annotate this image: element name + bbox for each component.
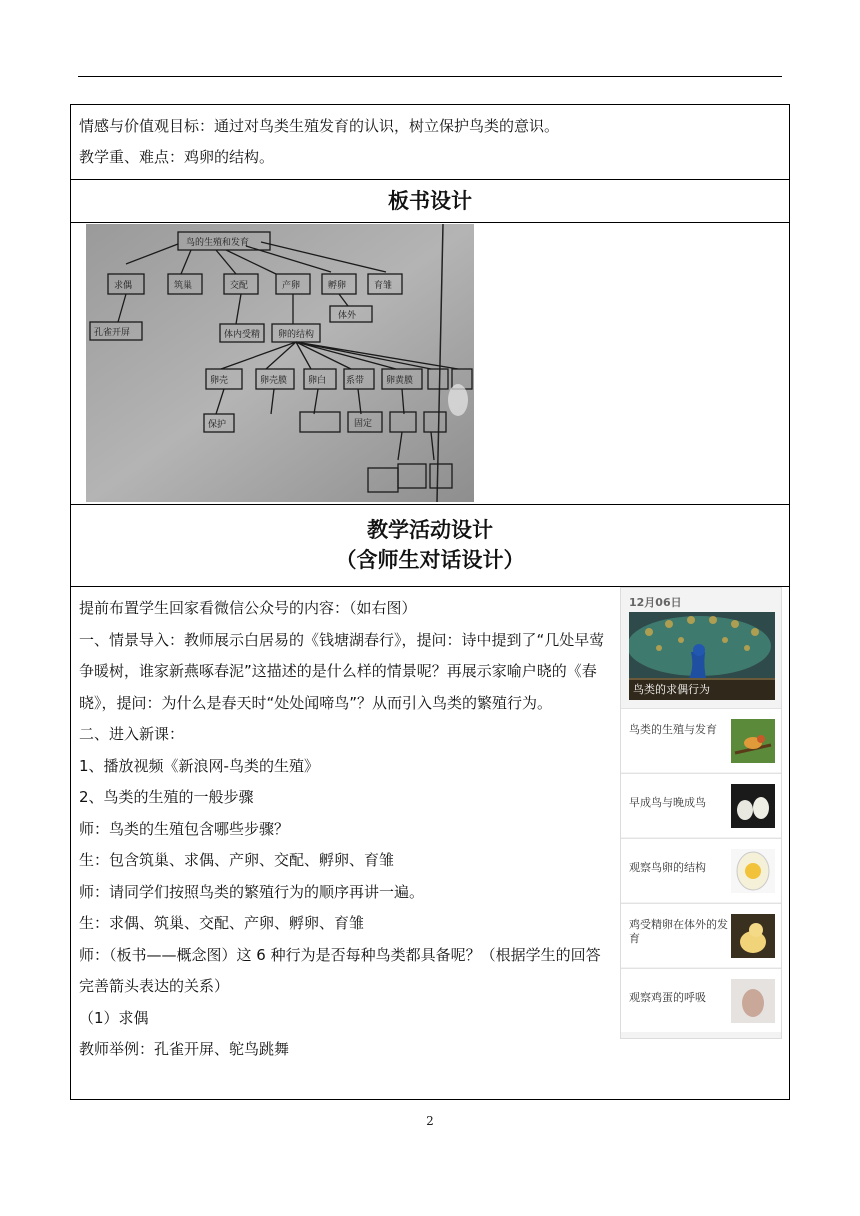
svg-text:固定: 固定 bbox=[354, 419, 373, 429]
wechat-date: 12月06日 bbox=[629, 596, 682, 609]
page-number: 2 bbox=[426, 1114, 434, 1128]
svg-text:卵的结构: 卵的结构 bbox=[278, 330, 315, 340]
activity-text bbox=[79, 593, 615, 1066]
paragraph: 一、情景导入：教师展示白居易的《钱塘湖春行》，提问：诗中提到了“几处早莺争暖树，谁家新燕啄春泥”这描述的是什么样的情景呢？再展示家喻户晓的《春晓》，提问：为什么是春天时“处处闻啼鸟”？从而引入鸟类的繁殖行为。 bbox=[79, 630, 605, 712]
paragraph: 师：请同学们按照鸟类的繁殖行为的顺序再讲一遍。 bbox=[79, 882, 425, 901]
wechat-article-item[interactable] bbox=[621, 708, 781, 772]
svg-text:交配: 交配 bbox=[230, 281, 249, 291]
svg-text:孵卵: 孵卵 bbox=[328, 281, 347, 291]
paragraph: 生：求偶、筑巢、交配、产卵、孵卵、育雏 bbox=[79, 914, 365, 932]
wechat-cover-title: 鸟类的求偶行为 bbox=[629, 680, 775, 700]
paragraph: 师：（板书——概念图）这 6 种行为是否每种鸟类都具备呢？（根据学生的回答完善箭头表达的关系） bbox=[79, 945, 601, 995]
svg-text:产卵: 产卵 bbox=[282, 281, 301, 291]
svg-text:体外: 体外 bbox=[338, 311, 357, 321]
svg-text:鸟的生殖和发育: 鸟的生殖和发育 bbox=[186, 238, 250, 248]
svg-text:筑巢: 筑巢 bbox=[174, 281, 193, 291]
svg-text:卵白: 卵白 bbox=[308, 376, 327, 386]
egg-icon bbox=[731, 979, 775, 1023]
svg-text:卵壳: 卵壳 bbox=[210, 376, 229, 386]
wechat-article-item[interactable] bbox=[621, 838, 781, 902]
paragraph: （1）求偶 bbox=[79, 1008, 149, 1027]
article-title: 观察鸡蛋的呼吸 bbox=[629, 991, 706, 1004]
paragraph: 师：鸟类的生殖包含哪些步骤？ bbox=[79, 819, 290, 838]
svg-text:孔雀开屏: 孔雀开屏 bbox=[94, 328, 131, 338]
wechat-article-item[interactable] bbox=[621, 773, 781, 837]
board-design-cell bbox=[71, 223, 790, 505]
article-title: 鸡受精卵在体外的发育 bbox=[629, 918, 728, 945]
concept-map-photo bbox=[86, 224, 474, 502]
chick-icon bbox=[731, 914, 775, 958]
svg-text:保护: 保护 bbox=[208, 420, 227, 430]
svg-text:求偶: 求偶 bbox=[114, 281, 133, 291]
paragraph: 生：包含筑巢、求偶、产卵、交配、孵卵、育雏 bbox=[79, 851, 395, 869]
affective-goal: 情感与价值观目标：通过对鸟类生殖发育的认识，树立保护鸟类的意识。 bbox=[79, 117, 560, 135]
paragraph: 二、进入新课： bbox=[79, 725, 185, 743]
svg-text:体内受精: 体内受精 bbox=[224, 330, 261, 340]
key-points: 教学重、难点：鸡卵的结构。 bbox=[79, 148, 275, 166]
board-design-heading: 板书设计 bbox=[71, 180, 790, 223]
paragraph: 2、鸟类的生殖的一般步骤 bbox=[79, 788, 254, 806]
svg-text:卵壳膜: 卵壳膜 bbox=[260, 376, 288, 386]
article-title: 鸟类的生殖与发育 bbox=[629, 723, 717, 736]
article-title: 观察鸟卵的结构 bbox=[629, 861, 706, 874]
activity-heading-line2: （含师生对话设计） bbox=[335, 548, 525, 572]
chicks-icon bbox=[731, 784, 775, 828]
header-rule bbox=[78, 76, 782, 77]
paragraph: 教师举例：孔雀开屏、鸵鸟跳舞 bbox=[79, 1040, 290, 1058]
svg-text:系带: 系带 bbox=[346, 376, 365, 386]
paragraph: 1、播放视频《新浪网-鸟类的生殖》 bbox=[79, 756, 319, 775]
bird-on-branch-icon bbox=[731, 719, 775, 763]
svg-text:育雏: 育雏 bbox=[374, 281, 393, 291]
wechat-article-item[interactable] bbox=[621, 968, 781, 1032]
activity-heading-cell bbox=[71, 505, 790, 587]
wechat-article-item[interactable] bbox=[621, 903, 781, 967]
activity-cell bbox=[71, 587, 790, 1100]
lesson-plan-table bbox=[70, 104, 790, 1100]
wechat-cover-article[interactable] bbox=[629, 612, 775, 700]
paragraph: 提前布置学生回家看微信公众号的内容：（如右图） bbox=[79, 599, 417, 617]
activity-heading-line1: 教学活动设计 bbox=[367, 518, 493, 542]
svg-text:卵黄膜: 卵黄膜 bbox=[386, 376, 414, 386]
article-title: 早成鸟与晚成鸟 bbox=[629, 796, 706, 809]
egg-diagram-icon bbox=[731, 849, 775, 893]
goals-cell bbox=[71, 105, 790, 180]
wechat-article-list bbox=[620, 587, 782, 1039]
